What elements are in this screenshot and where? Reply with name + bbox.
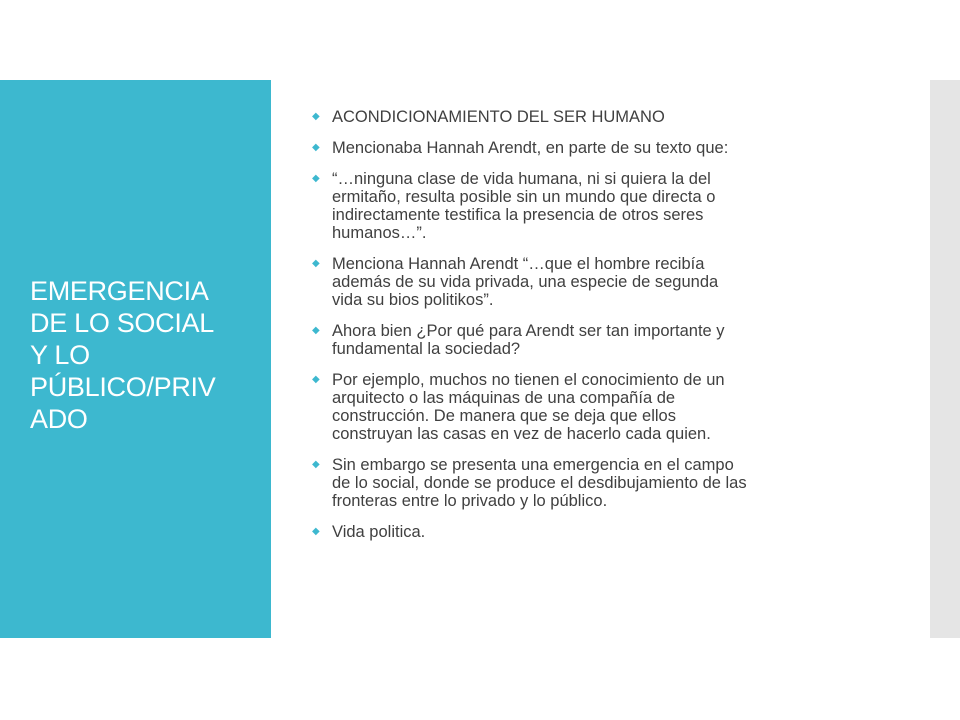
bullet-item: [312, 456, 887, 510]
bullet-diamond-icon: ◆: [312, 173, 320, 184]
bullet-diamond-icon: ◆: [312, 258, 320, 269]
bullet-list: [312, 108, 887, 554]
bullet-text: Por ejemplo, muchos no tienen el conocimiento de un arquitecto o las máquinas de una compañía de construcción. De manera que se deja que ellos construyan las casas en vez de hacerlo cada quien.: [332, 371, 725, 443]
bullet-diamond-icon: ◆: [312, 325, 320, 336]
bullet-diamond-icon: ◆: [312, 459, 320, 470]
bullet-item: [312, 371, 887, 443]
bullet-text: Mencionaba Hannah Arendt, en parte de su texto que:: [332, 139, 729, 157]
bullet-item: [312, 108, 887, 126]
bullet-item: [312, 523, 887, 541]
bullet-text: Sin embargo se presenta una emergencia en el campo de lo social, donde se produce el desdibujamiento de las fronteras entre lo privado y lo público.: [332, 456, 747, 510]
bullet-diamond-icon: ◆: [312, 374, 320, 385]
bullet-item: [312, 170, 887, 242]
slide-title: EMERGENCIA DE LO SOCIAL Y LO PÚBLICO/PRIV ADO: [30, 276, 216, 434]
bullet-text: Menciona Hannah Arendt “…que el hombre recibía además de su vida privada, una especie de segunda vida su bios politikos”.: [332, 255, 719, 309]
bullet-item: [312, 139, 887, 157]
bullet-item: [312, 322, 887, 358]
bullet-diamond-icon: ◆: [312, 142, 320, 153]
right-side-strip: [930, 80, 960, 638]
bullet-diamond-icon: ◆: [312, 111, 320, 122]
bullet-diamond-icon: ◆: [312, 526, 320, 537]
bullet-text: Ahora bien ¿Por qué para Arendt ser tan importante y fundamental la sociedad?: [332, 322, 725, 358]
bullet-text: ACONDICIONAMIENTO DEL SER HUMANO: [332, 108, 665, 126]
bullet-item: [312, 255, 887, 309]
bullet-text: “…ninguna clase de vida humana, ni si quiera la del ermitaño, resulta posible sin un mundo que directa o indirectamente testifica la presencia de otros seres humanos…”.: [332, 170, 716, 242]
bullet-text: Vida politica.: [332, 523, 426, 541]
